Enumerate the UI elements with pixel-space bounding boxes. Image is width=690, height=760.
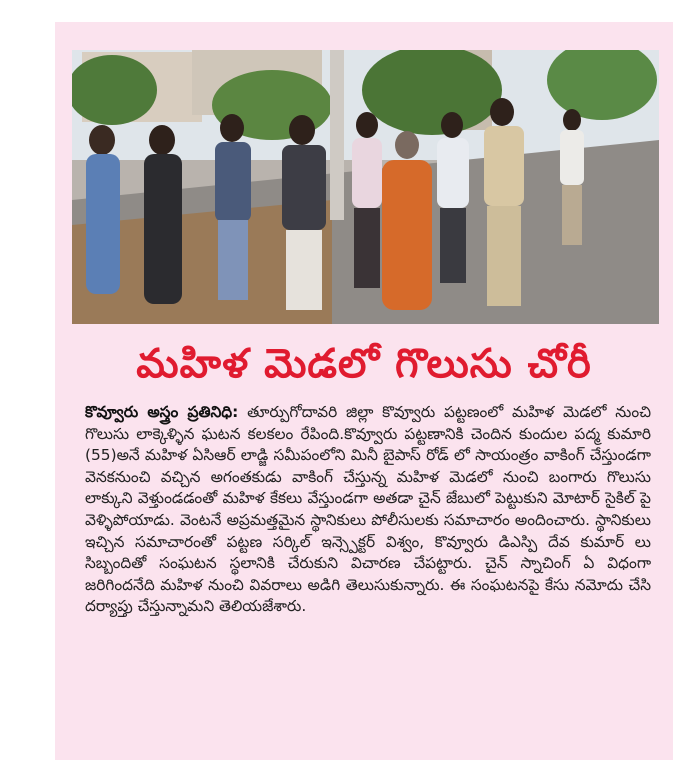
newspaper-clipping — [55, 22, 673, 760]
article-body — [85, 402, 651, 618]
news-photo — [72, 50, 659, 324]
article-body-text: తూర్పుగోదావరి జిల్లా కొవ్వూరు పట్టణంలో మహిళ మెడలో నుంచి గొలుసు లాక్కెళ్ళిన ఘటన కలకలం రేపింది.కొవ్వూరు పట్టణానికి చెందిన కుందుల పద్మ కుమారి (55)అనే మహిళ ఏసిఆర్ లాడ్జి సమీపంలోని మినీ బైపాస్ రోడ్ లో సాయంత్రం వాకింగ్ చేస్తుండగా వెనకనుంచి వచ్చిన అగంతకుడు వాకింగ్ చేస్తున్న మహిళ మెడలో నుంచి బంగారు గొలుసు లాక్కుని వెళ్తుండడంతో మహిళ కేకలు వేస్తుండగా అతడా చైన్ జేబులో పెట్టుకుని మోటార్ సైకిల్ పై వెళ్ళిపోయాడు. వెంటనే అప్రమత్తమైన స్థానికులు పోలీసులకు సమాచారం అందించారు. స్థానికులు ఇచ్చిన సమాచారంతో పట్టణ సర్కిల్ ఇన్స్పెక్టర్ విశ్వం, కొవ్వూరు డిఎస్పి దేవ కుమార్ లు సిబ్బందితో సంఘటన స్థలానికి చేరుకుని విచారణ చేపట్టారు. చైన్ స్నాచింగ్ ఏ విధంగా జరిగిందనేది మహిళ నుంచి వివరాలు అడిగి తెలుసుకున్నారు. ఈ సంఘటనపై కేసు నమోదు చేసి దర్యాప్తు చేస్తున్నామని తెలియజేశారు. — [85, 403, 651, 616]
article-headline: మహిళ మెడలో గొలుసు చోరీ — [136, 340, 592, 387]
next-headline-fragment — [205, 754, 585, 760]
article-dateline: కొవ్వూరు అస్త్రం ప్రతినిధి: — [85, 403, 239, 421]
